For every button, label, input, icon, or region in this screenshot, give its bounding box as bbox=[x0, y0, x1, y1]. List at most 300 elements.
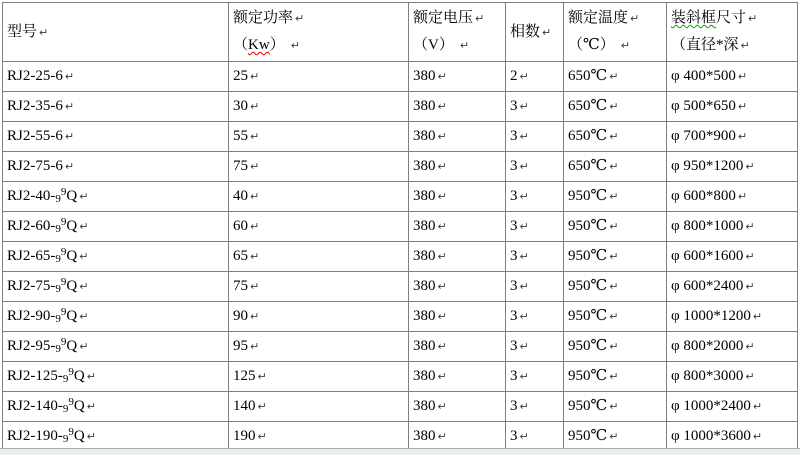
cell-temperature bbox=[564, 242, 667, 272]
model-text: RJ2-125- bbox=[7, 368, 63, 385]
paragraph-mark: ↵ bbox=[737, 100, 748, 114]
table-row bbox=[3, 272, 798, 302]
paragraph-mark: ↵ bbox=[250, 310, 260, 324]
cell-voltage bbox=[409, 392, 506, 422]
cell-voltage bbox=[409, 422, 506, 452]
model-text: RJ2-75-6 bbox=[7, 158, 63, 175]
table-row bbox=[3, 212, 798, 242]
model-superscript-digit: 9 bbox=[68, 396, 74, 409]
model-superscript-digit: 9 bbox=[60, 246, 67, 259]
model-text: RJ2-95- bbox=[7, 338, 56, 355]
paragraph-mark: ↵ bbox=[609, 400, 619, 414]
header-unit-size: （直径*深 bbox=[671, 37, 739, 53]
col-header-phases bbox=[506, 3, 564, 62]
paragraph-mark: ↵ bbox=[519, 190, 529, 204]
paragraph-mark: ↵ bbox=[437, 220, 447, 234]
table-row bbox=[3, 92, 798, 122]
paragraph-mark: ↵ bbox=[459, 39, 470, 52]
table-row bbox=[3, 152, 798, 182]
cell-temperature bbox=[564, 272, 667, 302]
table-row bbox=[3, 422, 798, 452]
model-small-digit: 9 bbox=[55, 223, 61, 236]
cell-voltage-value: 380 bbox=[413, 428, 436, 445]
model-text: RJ2-140- bbox=[7, 398, 63, 415]
cell-model bbox=[3, 272, 229, 302]
model-superscript-digit: 9 bbox=[68, 366, 74, 379]
cell-model bbox=[3, 62, 229, 92]
cell-temperature-value: 650℃ bbox=[568, 98, 608, 115]
paragraph-mark: ↵ bbox=[86, 430, 96, 444]
cell-model bbox=[3, 422, 229, 452]
cell-temperature-value: 650℃ bbox=[568, 158, 608, 175]
header-label-voltage: 额定电压 bbox=[413, 10, 474, 26]
model-small-digit: 9 bbox=[55, 313, 61, 326]
paragraph-mark: ↵ bbox=[745, 340, 755, 354]
document-page bbox=[0, 2, 800, 455]
paren-close: ） bbox=[269, 37, 285, 53]
cell-phases bbox=[506, 392, 564, 422]
cell-temperature bbox=[564, 92, 667, 122]
paren-open: （ bbox=[233, 37, 249, 53]
paragraph-mark: ↵ bbox=[542, 25, 552, 39]
cell-phases-value: 3 bbox=[510, 128, 518, 145]
model-small-digit: 9 bbox=[55, 193, 61, 206]
cell-temperature-value: 950℃ bbox=[568, 188, 608, 205]
header-label-temperature: 额定温度 bbox=[568, 10, 629, 26]
paragraph-mark: ↵ bbox=[519, 70, 529, 84]
paragraph-mark: ↵ bbox=[79, 310, 89, 324]
cell-model bbox=[3, 332, 229, 362]
cell-model bbox=[3, 182, 229, 212]
cell-voltage bbox=[409, 152, 506, 182]
cell-voltage bbox=[409, 62, 506, 92]
cell-power-value: 30 bbox=[233, 98, 248, 115]
cell-phases bbox=[506, 272, 564, 302]
paragraph-mark: ↵ bbox=[257, 370, 267, 384]
model-text: RJ2-35-6 bbox=[7, 98, 63, 115]
table-row bbox=[3, 122, 798, 152]
cell-voltage-value: 380 bbox=[413, 218, 436, 235]
paragraph-mark: ↵ bbox=[745, 160, 755, 174]
cell-phases bbox=[506, 302, 564, 332]
cell-power-value: 190 bbox=[233, 428, 256, 445]
cell-size-value: φ 800*2000 bbox=[671, 338, 744, 355]
paragraph-mark: ↵ bbox=[39, 25, 49, 39]
paragraph-mark: ↵ bbox=[745, 370, 755, 384]
paragraph-mark: ↵ bbox=[295, 12, 305, 25]
model-small-digit: 9 bbox=[62, 403, 69, 416]
paragraph-mark: ↵ bbox=[290, 39, 300, 52]
paragraph-mark: ↵ bbox=[609, 430, 619, 444]
cell-voltage bbox=[409, 332, 506, 362]
cell-voltage-value: 380 bbox=[413, 368, 436, 385]
model-text: RJ2-75- bbox=[7, 278, 56, 295]
paragraph-mark: ↵ bbox=[437, 370, 447, 384]
cell-model bbox=[3, 242, 229, 272]
cell-temperature bbox=[564, 152, 667, 182]
paragraph-mark: ↵ bbox=[79, 190, 89, 204]
spellcheck-term-kw: Kw bbox=[248, 37, 270, 53]
cell-temperature-value: 950℃ bbox=[568, 428, 608, 445]
cell-temperature bbox=[564, 302, 667, 332]
cell-model bbox=[3, 152, 229, 182]
cell-voltage bbox=[409, 302, 506, 332]
cell-size bbox=[667, 62, 798, 92]
model-tail: Q bbox=[66, 278, 78, 295]
paragraph-mark: ↵ bbox=[64, 100, 75, 114]
cell-size bbox=[667, 302, 798, 332]
paragraph-mark: ↵ bbox=[745, 220, 755, 234]
cell-voltage bbox=[409, 92, 506, 122]
cell-phases-value: 3 bbox=[510, 98, 518, 115]
paragraph-mark: ↵ bbox=[79, 220, 89, 234]
paragraph-mark: ↵ bbox=[609, 160, 619, 174]
cell-voltage-value: 380 bbox=[413, 248, 436, 265]
cell-size-value: φ 500*650 bbox=[671, 98, 736, 115]
paragraph-mark: ↵ bbox=[609, 190, 619, 204]
model-superscript-digit: 9 bbox=[60, 276, 67, 289]
model-tail: Q bbox=[66, 188, 78, 205]
paragraph-mark: ↵ bbox=[519, 100, 529, 114]
model-text: RJ2-55-6 bbox=[7, 128, 63, 145]
cell-power bbox=[229, 332, 409, 362]
cell-voltage-value: 380 bbox=[413, 278, 436, 295]
paragraph-mark: ↵ bbox=[609, 100, 619, 114]
header-label-model: 型号 bbox=[7, 23, 38, 40]
cell-voltage bbox=[409, 272, 506, 302]
paragraph-mark: ↵ bbox=[257, 400, 267, 414]
cell-power bbox=[229, 422, 409, 452]
paragraph-mark: ↵ bbox=[250, 280, 260, 294]
model-tail: Q bbox=[73, 368, 85, 385]
cell-phases bbox=[506, 182, 564, 212]
model-small-digit: 9 bbox=[55, 283, 61, 296]
paragraph-mark: ↵ bbox=[250, 130, 260, 144]
table-row bbox=[3, 62, 798, 92]
table-row bbox=[3, 242, 798, 272]
header-row bbox=[3, 3, 798, 62]
col-header-model bbox=[3, 3, 229, 62]
model-tail: Q bbox=[66, 248, 78, 265]
cell-phases-value: 3 bbox=[510, 188, 518, 205]
model-superscript-digit: 9 bbox=[60, 186, 67, 199]
model-small-digit: 9 bbox=[62, 433, 69, 446]
cell-temperature bbox=[564, 332, 667, 362]
cell-temperature bbox=[564, 182, 667, 212]
cell-power bbox=[229, 302, 409, 332]
header-temperature-line2 bbox=[568, 32, 664, 59]
cell-voltage-value: 380 bbox=[413, 158, 436, 175]
paragraph-mark: ↵ bbox=[519, 220, 529, 234]
cell-size-value: φ 400*500 bbox=[671, 68, 736, 85]
paragraph-mark: ↵ bbox=[86, 400, 96, 414]
cell-model bbox=[3, 392, 229, 422]
cell-power-value: 125 bbox=[233, 368, 256, 385]
model-tail: Q bbox=[73, 398, 85, 415]
cell-power-value: 90 bbox=[233, 308, 248, 325]
header-label-size: 尺寸 bbox=[716, 10, 747, 26]
cell-size-value: φ 600*2400 bbox=[671, 278, 744, 295]
table-row bbox=[3, 362, 798, 392]
table-row bbox=[3, 392, 798, 422]
cell-power bbox=[229, 62, 409, 92]
paragraph-mark: ↵ bbox=[609, 340, 619, 354]
paragraph-mark: ↵ bbox=[752, 430, 763, 444]
cell-size bbox=[667, 332, 798, 362]
cell-phases-value: 3 bbox=[510, 308, 518, 325]
paragraph-mark: ↵ bbox=[609, 70, 619, 84]
cell-power bbox=[229, 182, 409, 212]
paragraph-mark: ↵ bbox=[519, 310, 529, 324]
paragraph-mark: ↵ bbox=[437, 310, 447, 324]
col-header-voltage bbox=[409, 3, 506, 62]
model-small-digit: 9 bbox=[55, 343, 61, 356]
cell-temperature-value: 950℃ bbox=[568, 248, 608, 265]
model-small-digit: 9 bbox=[55, 253, 61, 266]
cell-power-value: 140 bbox=[233, 398, 256, 415]
cell-power bbox=[229, 122, 409, 152]
model-text: RJ2-90- bbox=[7, 308, 56, 325]
paragraph-mark: ↵ bbox=[250, 340, 260, 354]
cell-temperature bbox=[564, 212, 667, 242]
paragraph-mark: ↵ bbox=[519, 130, 529, 144]
cell-phases bbox=[506, 152, 564, 182]
bottom-window-edge bbox=[0, 448, 800, 455]
paragraph-mark: ↵ bbox=[752, 310, 763, 324]
cell-voltage-value: 380 bbox=[413, 308, 436, 325]
cell-temperature-value: 950℃ bbox=[568, 368, 608, 385]
paragraph-mark: ↵ bbox=[86, 370, 96, 384]
cell-voltage-value: 380 bbox=[413, 338, 436, 355]
paragraph-mark: ↵ bbox=[437, 280, 447, 294]
model-superscript-digit: 9 bbox=[60, 306, 67, 319]
model-tail: Q bbox=[66, 308, 78, 325]
cell-size bbox=[667, 422, 798, 452]
paragraph-mark: ↵ bbox=[519, 340, 529, 354]
cell-phases-value: 3 bbox=[510, 428, 518, 445]
cell-temperature-value: 950℃ bbox=[568, 218, 608, 235]
paragraph-mark: ↵ bbox=[250, 100, 260, 114]
cell-phases bbox=[506, 62, 564, 92]
cell-phases-value: 3 bbox=[510, 278, 518, 295]
header-power-line2 bbox=[233, 32, 406, 59]
paragraph-mark: ↵ bbox=[519, 280, 529, 294]
model-superscript-digit: 9 bbox=[60, 336, 67, 349]
header-voltage-line2 bbox=[413, 32, 503, 59]
cell-size-value: φ 1000*2400 bbox=[671, 398, 751, 415]
cell-power-value: 60 bbox=[233, 218, 248, 235]
paragraph-mark: ↵ bbox=[475, 12, 485, 25]
table-body bbox=[3, 62, 798, 452]
cell-phases-value: 3 bbox=[510, 338, 518, 355]
paragraph-mark: ↵ bbox=[250, 70, 260, 84]
cell-temperature bbox=[564, 422, 667, 452]
paragraph-mark: ↵ bbox=[519, 400, 529, 414]
cell-model bbox=[3, 362, 229, 392]
cell-phases bbox=[506, 92, 564, 122]
cell-size bbox=[667, 152, 798, 182]
cell-voltage bbox=[409, 242, 506, 272]
paragraph-mark: ↵ bbox=[740, 39, 750, 52]
cell-phases-value: 3 bbox=[510, 218, 518, 235]
paragraph-mark: ↵ bbox=[437, 340, 447, 354]
paragraph-mark: ↵ bbox=[437, 250, 447, 264]
cell-power-value: 95 bbox=[233, 338, 248, 355]
cell-voltage bbox=[409, 182, 506, 212]
cell-phases bbox=[506, 122, 564, 152]
paragraph-mark: ↵ bbox=[609, 250, 619, 264]
cell-size bbox=[667, 272, 798, 302]
model-superscript-digit: 9 bbox=[68, 426, 74, 439]
cell-size bbox=[667, 92, 798, 122]
cell-temperature-value: 950℃ bbox=[568, 338, 608, 355]
model-superscript-digit: 9 bbox=[60, 216, 67, 229]
spec-table bbox=[2, 2, 798, 452]
paragraph-mark: ↵ bbox=[250, 160, 260, 174]
cell-temperature bbox=[564, 62, 667, 92]
paragraph-mark: ↵ bbox=[437, 70, 447, 84]
cell-size-value: φ 600*800 bbox=[671, 188, 736, 205]
paragraph-mark: ↵ bbox=[609, 130, 619, 144]
paragraph-mark: ↵ bbox=[620, 39, 630, 52]
paragraph-mark: ↵ bbox=[250, 190, 260, 204]
cell-voltage-value: 380 bbox=[413, 188, 436, 205]
paragraph-mark: ↵ bbox=[437, 100, 447, 114]
paragraph-mark: ↵ bbox=[437, 160, 447, 174]
paragraph-mark: ↵ bbox=[437, 430, 447, 444]
cell-voltage bbox=[409, 362, 506, 392]
paragraph-mark: ↵ bbox=[609, 220, 619, 234]
cell-size-value: φ 950*1200 bbox=[671, 158, 744, 175]
header-unit-temperature: （℃） bbox=[568, 37, 615, 53]
cell-phases bbox=[506, 212, 564, 242]
paragraph-mark: ↵ bbox=[79, 280, 89, 294]
paragraph-mark: ↵ bbox=[519, 160, 529, 174]
cell-model bbox=[3, 302, 229, 332]
col-header-power bbox=[229, 3, 409, 62]
model-text: RJ2-65- bbox=[7, 248, 56, 265]
cell-temperature-value: 650℃ bbox=[568, 68, 608, 85]
paragraph-mark: ↵ bbox=[437, 130, 447, 144]
paragraph-mark: ↵ bbox=[437, 190, 447, 204]
paragraph-mark: ↵ bbox=[737, 190, 748, 204]
cell-size bbox=[667, 242, 798, 272]
cell-power bbox=[229, 152, 409, 182]
cell-size-value: φ 800*3000 bbox=[671, 368, 744, 385]
cell-temperature-value: 950℃ bbox=[568, 278, 608, 295]
cell-temperature bbox=[564, 392, 667, 422]
paragraph-mark: ↵ bbox=[630, 12, 640, 25]
cell-size bbox=[667, 392, 798, 422]
header-unit-voltage: （V） bbox=[413, 37, 454, 53]
col-header-temperature bbox=[564, 3, 667, 62]
model-text: RJ2-40- bbox=[7, 188, 56, 205]
cell-voltage bbox=[409, 122, 506, 152]
model-tail: Q bbox=[73, 428, 85, 445]
paragraph-mark: ↵ bbox=[609, 280, 619, 294]
cell-phases-value: 3 bbox=[510, 368, 518, 385]
cell-power bbox=[229, 242, 409, 272]
cell-phases bbox=[506, 242, 564, 272]
header-size-line1 bbox=[671, 5, 795, 32]
model-small-digit: 9 bbox=[62, 373, 69, 386]
table-row bbox=[3, 182, 798, 212]
cell-temperature-value: 950℃ bbox=[568, 398, 608, 415]
paragraph-mark: ↵ bbox=[250, 250, 260, 264]
paragraph-mark: ↵ bbox=[737, 70, 748, 84]
cell-size bbox=[667, 362, 798, 392]
table-row bbox=[3, 302, 798, 332]
cell-phases-value: 3 bbox=[510, 158, 518, 175]
cell-power-value: 65 bbox=[233, 248, 248, 265]
cell-power-value: 75 bbox=[233, 158, 248, 175]
cell-size-value: φ 700*900 bbox=[671, 128, 736, 145]
header-size-line2 bbox=[671, 32, 795, 59]
paragraph-mark: ↵ bbox=[737, 130, 748, 144]
paragraph-mark: ↵ bbox=[745, 250, 755, 264]
header-temperature-line1 bbox=[568, 5, 664, 32]
cell-size-value: φ 800*1000 bbox=[671, 218, 744, 235]
cell-temperature bbox=[564, 362, 667, 392]
paragraph-mark: ↵ bbox=[752, 400, 763, 414]
paragraph-mark: ↵ bbox=[64, 160, 75, 174]
cell-size bbox=[667, 122, 798, 152]
cell-voltage-value: 380 bbox=[413, 68, 436, 85]
cell-size-value: φ 1000*3600 bbox=[671, 428, 751, 445]
header-label-phases: 相数 bbox=[510, 23, 541, 40]
cell-size bbox=[667, 212, 798, 242]
paragraph-mark: ↵ bbox=[437, 400, 447, 414]
paragraph-mark: ↵ bbox=[609, 310, 619, 324]
paragraph-mark: ↵ bbox=[64, 130, 75, 144]
cell-phases-value: 2 bbox=[510, 68, 518, 85]
cell-power bbox=[229, 212, 409, 242]
cell-power bbox=[229, 362, 409, 392]
cell-phases bbox=[506, 422, 564, 452]
cell-temperature-value: 950℃ bbox=[568, 308, 608, 325]
model-text: RJ2-25-6 bbox=[7, 68, 63, 85]
cell-voltage-value: 380 bbox=[413, 398, 436, 415]
cell-power bbox=[229, 272, 409, 302]
paragraph-mark: ↵ bbox=[257, 430, 267, 444]
header-label-power: 额定功率 bbox=[233, 10, 294, 26]
cell-temperature bbox=[564, 122, 667, 152]
cell-voltage bbox=[409, 212, 506, 242]
paragraph-mark: ↵ bbox=[745, 280, 755, 294]
model-tail: Q bbox=[66, 338, 78, 355]
cell-size bbox=[667, 182, 798, 212]
model-text: RJ2-60- bbox=[7, 218, 56, 235]
cell-model bbox=[3, 122, 229, 152]
cell-power-value: 55 bbox=[233, 128, 248, 145]
table-row bbox=[3, 332, 798, 362]
paragraph-mark: ↵ bbox=[519, 430, 529, 444]
paragraph-mark: ↵ bbox=[748, 12, 758, 25]
header-power-line1 bbox=[233, 5, 406, 32]
model-tail: Q bbox=[66, 218, 78, 235]
cell-phases-value: 3 bbox=[510, 248, 518, 265]
cell-phases-value: 3 bbox=[510, 398, 518, 415]
cell-temperature-value: 650℃ bbox=[568, 128, 608, 145]
cell-model bbox=[3, 212, 229, 242]
header-voltage-line1 bbox=[413, 5, 503, 32]
cell-size-value: φ 1000*1200 bbox=[671, 308, 751, 325]
cell-power bbox=[229, 92, 409, 122]
cell-phases bbox=[506, 332, 564, 362]
paragraph-mark: ↵ bbox=[79, 340, 89, 354]
paragraph-mark: ↵ bbox=[250, 220, 260, 234]
grammar-term-size: 装斜框 bbox=[671, 10, 717, 26]
